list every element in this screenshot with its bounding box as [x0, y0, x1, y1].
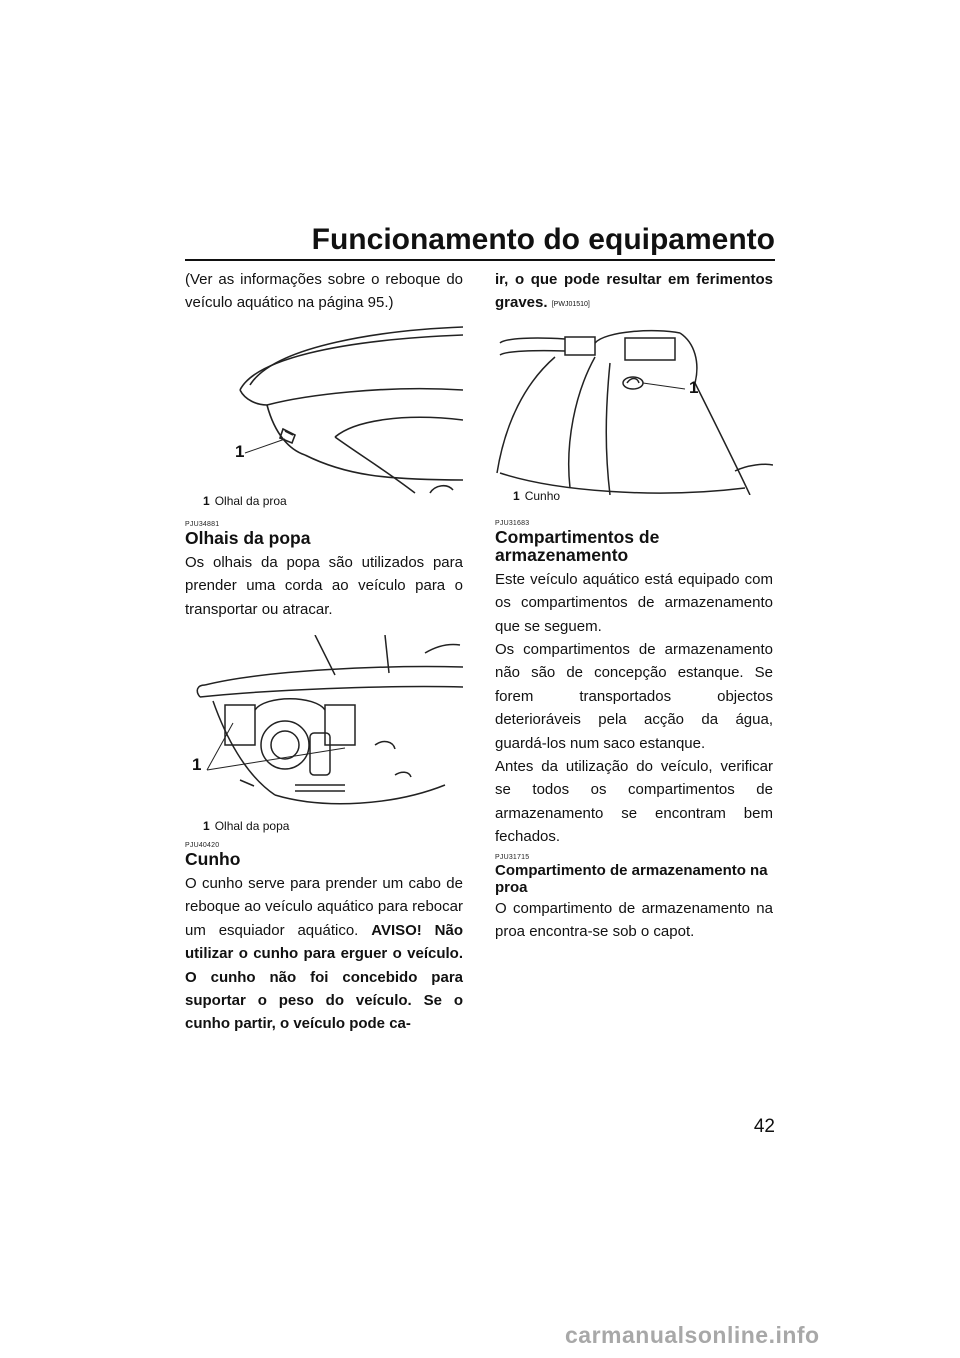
figure-3-callout: 1: [689, 377, 699, 397]
warning-continuation: [495, 268, 773, 317]
figure-1-callout: 1: [235, 441, 245, 461]
header-rule: [185, 259, 775, 261]
warning-code: [PWJ01510]: [551, 301, 590, 309]
stern-eye-illustration: [185, 635, 463, 817]
section-heading-cunho: Cunho: [185, 849, 241, 870]
section-heading-storage: Compartimentos de armazenamento: [495, 526, 660, 565]
caption-number: 1: [513, 488, 520, 503]
intro-paragraph: (Ver as informações sobre o reboque do veículo aquático na página 95.): [185, 271, 463, 312]
caption-text: Olhal da popa: [214, 819, 290, 834]
page-title: Funcionamento do equipamento: [311, 223, 775, 256]
storage-para-3: Antes da utilização do veículo, verificar se todos os compartimentos de armazenamento se encontram bem fechados.: [495, 758, 773, 846]
cunho-warning-text: AVISO! Não utilizar o cunho para erguer o veículo. O cunho não foi concebido para suportar o peso do veículo. Se o cunho partir, o veículo pode ca-: [185, 921, 463, 1033]
caption-number: 1: [203, 819, 210, 834]
right-column: [495, 268, 773, 944]
section-body-olhais: Os olhais da popa são utilizados para prender uma corda ao veículo para o transportar ou atracar.: [185, 553, 463, 618]
section-code: PJU34881: [185, 520, 220, 528]
section-code: PJU31683: [495, 519, 530, 527]
storage-para-2: Os compartimentos de armazenamento não são de concepção estanque. Se forem transportados objectos deterioráveis pela acção da água, guardá-los num saco estanque.: [495, 641, 773, 752]
caption-number: 1: [203, 493, 210, 508]
figure-2-caption: [203, 818, 289, 834]
cunho-body-normal: O cunho serve para prender um cabo de reboque ao veículo aquático para rebocar um esquiador aquático.: [185, 875, 463, 939]
section-code: PJU40420: [185, 842, 220, 850]
bow-storage-body: O compartimento de armazenamento na proa encontra-se sob o capot.: [495, 899, 773, 941]
figure-3-caption: [513, 488, 560, 504]
storage-para-1: Este veículo aquático está equipado com os compartimentos de armazenamento que se seguem.: [495, 570, 773, 635]
section-body-cunho: [185, 872, 463, 1036]
warning-continuation-text: ir, o que pode resultar em ferimentos graves.: [495, 271, 773, 312]
figure-cleat: [495, 323, 773, 513]
section-heading-bow-storage: Compartimento de armazenamento na proa: [495, 861, 768, 896]
watermark: carmanualsonline.info: [565, 1322, 820, 1348]
bow-eye-illustration: [185, 325, 463, 497]
page-number: 42: [753, 1116, 775, 1137]
section-code: PJU31715: [495, 853, 530, 861]
figure-1-caption: [203, 493, 287, 509]
figure-bow-eye: [185, 325, 463, 510]
caption-text: Cunho: [524, 488, 561, 503]
figure-2-callout: 1: [192, 755, 202, 775]
left-column: [185, 268, 463, 1036]
section-heading-olhais: Olhais da popa: [185, 527, 311, 548]
figure-stern-eye: [185, 635, 463, 835]
caption-text: Olhal da proa: [214, 493, 287, 508]
cleat-illustration: [495, 323, 773, 495]
